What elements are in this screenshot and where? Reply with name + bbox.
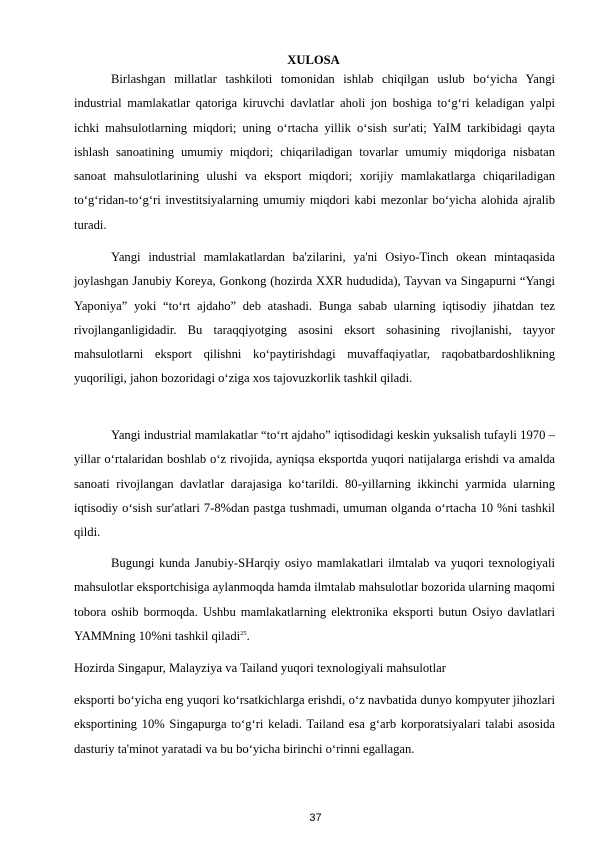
footnote-reference[interactable]: 25 [240,629,247,637]
page-number: 37 [309,812,322,824]
paragraph-2: Yangi industrial mamlakatlardan ba'zilarini, ya'ni Osiyo-Tinch okean mintaqasida joylashgan Janubiy Koreya, Gonkong (hozirda XXR hududida), Tayvan va Singapurni “Yangi Yaponiya” yoki “to‘rt ajdaho” deb atashadi. Bunga sabab ularning iqtisodiy jihatdan tez rivojlanganligidadir. Bu taraqqiyotging asosini eksort sohasining rivojlanishi, tayyor mahsulotlarni eksport qilishni ko‘paytirishdagi muvaffaqiyatlar, raqobatbardoshlikning yuqoriligi, jahon bozoridagi o‘ziga xos tajovuzkorlik tashkil qiladi. [74,250,555,386]
paragraph-4-text: Bugungi kunda Janubiy-SHarqiy osiyo mamlakatlari ilmtalab va yuqori texnologiyali mahsulotlar eksportchisiga aylanmoqda hamda ilmtalab mahsulotlar bozorida ularning maqomi tobora oshib bormoqda. Ushbu mamlakatlarning elektronika eksporti butun Osiyo davlatlari YAMMning 10%ni tashkil qiladi [74,556,555,643]
paragraph-1: Birlashgan millatlar tashkiloti tomonidan ishlab chiqilgan uslub bo‘yicha Yangi industrial mamlakatlar qatoriga kiruvchi davlatlar aholi jon boshiga to‘g‘ri keladigan yalpi ichki mahsulotlarning miqdori; uning o‘rtacha yillik o‘sish sur'ati; YaIM tarkibidagi qayta ishlash sanoatining umumiy miqdori; chiqariladigan tovarlar umumiy miqdoriga nisbatan sanoat mahsulotlarining ulushi va eksport miqdori; xorijiy mamlakatlarga chiqariladigan to‘g‘ridan-to‘g‘ri investitsiyalarning umumiy miqdori kabi mezonlar bo‘yicha alohida ajralib turadi. [74,72,555,232]
paragraph-4 [74,551,555,648]
paragraph-6: eksporti bo‘yicha eng yuqori ko‘rsatkichlarga erishdi, o‘z navbatida dunyo kompyuter jihozlari eksportining 10% Singapurga to‘g‘ri keladi. Tailand esa g‘arb korporatsiyalari talabi asosida dasturiy ta'minot yaratadi va bu bo‘yicha birinchi o‘rinni egallagan. [74,693,555,756]
paragraph-3: Yangi industrial mamlakatlar “to‘rt ajdaho” iqtisodidagi keskin yuksalish tufayli 1970 – yillar o‘rtalaridan boshlab o‘z rivojida, ayniqsa eksportda yuqori natijalarga erishdi va amalda sanoati rivojlangan davlatlar darajasiga ko‘tarildi. 80-yillarning ikkinchi yarmida ularning iqtisodiy o‘sish sur'atlari 7-8%dan pastga tushmadi, umuman olganda o‘rtacha 10 %ni tashkil qildi. [74,428,555,540]
paragraph-5-line: Hozirda Singapur, Malayziya va Tailand yuqori texnologiyali mahsulotlar [74,661,446,675]
paragraph-4-end: . [246,628,250,643]
page-title: XULOSA [287,53,340,67]
